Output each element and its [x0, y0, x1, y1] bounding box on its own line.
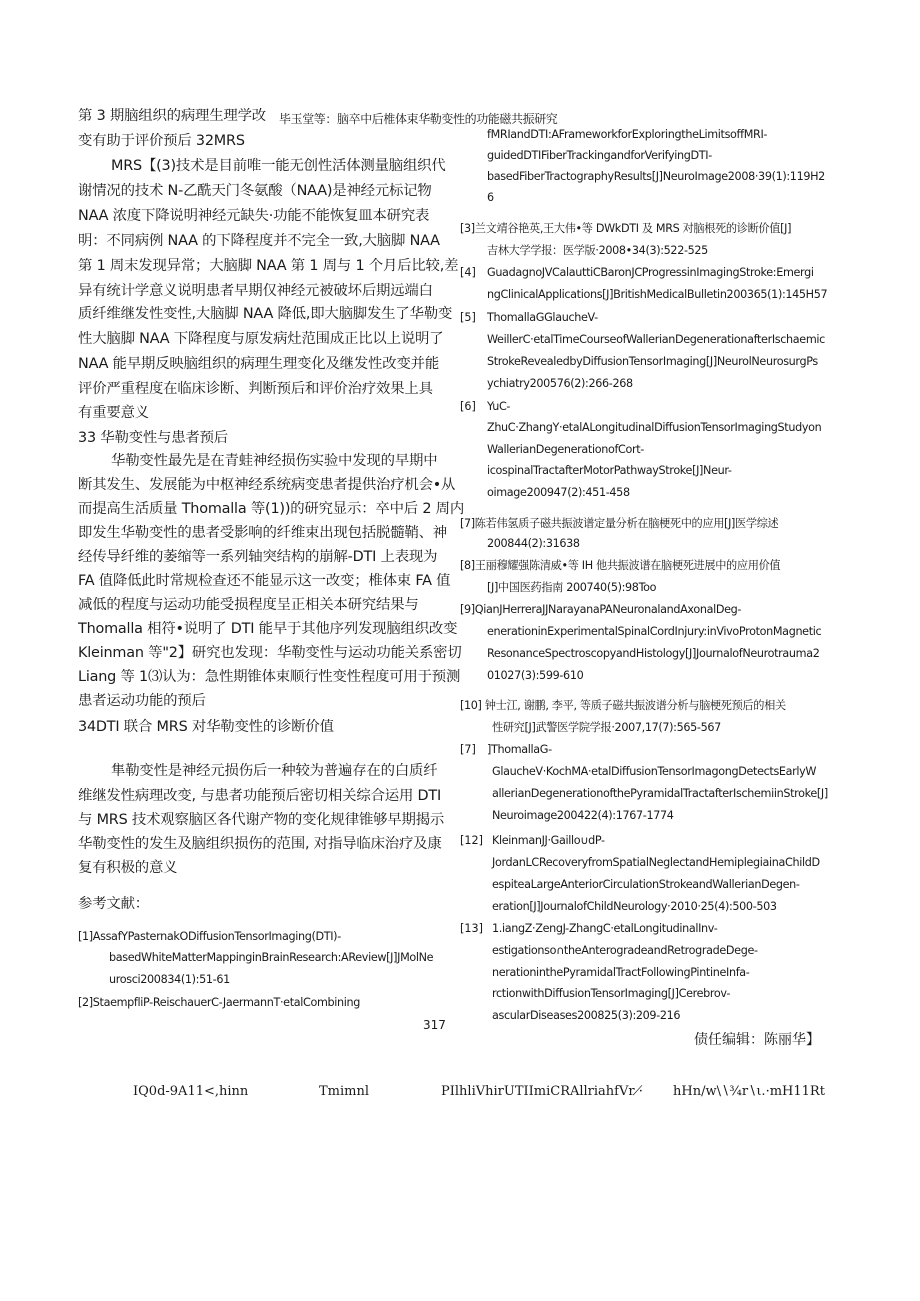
- reference-number: [4]: [460, 266, 476, 279]
- body-line: 第 3 期脑组织的病理生理学改: [78, 108, 266, 124]
- reference-line: oimage200947(2):451-458: [487, 486, 630, 499]
- footer-text: PIlhliVhirUTIImiCRAllriahfVr ·̸: [441, 1084, 643, 1099]
- reference-line: WallerianDegenerationofCort-: [487, 443, 644, 456]
- reference-line: ngClinicalApplications[J]BritishMedicalBulletin200365(1):145H57: [487, 288, 828, 301]
- body-line: FA 值降低此时常规检查还不能显示这一改变；椎体束 FA 值: [78, 573, 451, 589]
- reference-line: [9]QianJHerreraJJNarayanaPANeuronalandAxonalDeg-: [460, 603, 742, 616]
- body-line: 即发生华勒变性的患者受影响的纤维束出现包括脱髓鞘、神: [78, 525, 447, 541]
- reference-line: [7]陈若伟氢质子磁共振波谱定量分析在脑梗死中的应用[J]医学综述: [460, 517, 779, 530]
- editor-credit: 债任编辑：陈丽华】: [694, 1032, 820, 1048]
- reference-line: 01027(3):599-610: [487, 669, 584, 682]
- reference-line: 200844(2):31638: [487, 537, 580, 550]
- body-line: 减低的程度与运动功能受损程度呈正相关本研究结果与: [78, 597, 419, 613]
- reference-line: GlaucheV·KochMA·etalDiffusionTensorImagongDetectsEarlyW: [492, 765, 817, 778]
- reference-line: 1.iangZ·ZengJ-ZhangC·etalLongitudinalInv-: [492, 922, 718, 935]
- body-line: MRS【(3)技术是目前唯一能无创性活体测量脑组织代: [111, 158, 446, 174]
- body-line: 隼勒变性是神经元损伤后一种较为普遍存在的白质纤: [111, 763, 438, 779]
- body-line: 谢情况的技术 N-乙酰天门冬氨酸（NAA)是神经元标记物: [78, 183, 432, 199]
- body-line: NAA 能早期反映脑组织的病理生理变化及继发性改变并能: [78, 356, 440, 372]
- reference-line: ychiatry200576(2):266-268: [487, 377, 633, 390]
- body-line: 评价严重程度在临床诊断、判断预后和评价治疗效果上具: [78, 381, 433, 397]
- reference-line: WeillerC·etalTimeCourseofWallerianDegenerationafterIschaemic: [487, 333, 825, 346]
- body-line: Kleinman 等"2】研究也发现：华勒变性与运动功能关系密切: [78, 645, 462, 661]
- reference-line: basedFiberTractographyResults[J]NeuroImage2008·39(1):119H2: [487, 170, 825, 183]
- reference-line: [3]兰文靖谷艳英,王大伟•等 DWkDTI 及 MRS 对脑根死的诊断价值[J]: [460, 222, 792, 235]
- body-line: 经传导纤维的萎缩等一系列轴突结构的崩解-DTI 上表现为: [78, 549, 438, 565]
- body-line: 而提高生活质量 Thomalla 等(1))的研究显示：卒中后 2 周内: [78, 501, 465, 517]
- body-line: 断其发生、发展能为中枢神经系统病变患者提供治疗机会•从: [78, 477, 456, 493]
- reference-line: espiteaLargeAnteriorCirculationStrokeandWallerianDegen-: [492, 878, 800, 891]
- references-heading: 参考文献：: [78, 896, 149, 912]
- running-header: 毕玉堂等：脑卒中后椎体束华勒变性的功能磁共振研究: [279, 112, 558, 126]
- body-line: 变有助于评价预后 32MRS: [78, 133, 245, 149]
- reference-line: enerationinExperimentalSpinalCordInjury:inVivoProtonMagnetic: [487, 625, 822, 638]
- body-line: Thomalla 相符•说明了 DTI 能早于其他序列发现脑组织改变: [78, 621, 458, 637]
- reference-line: estigationso∩theAnterogradeandRetrogradeDege-: [492, 944, 758, 957]
- reference-number: [13]: [460, 922, 483, 935]
- body-line: 有重要意义: [78, 405, 149, 421]
- reference-line: YuC-: [487, 400, 511, 413]
- reference-line: eration[J]JournalofChildNeurology·2010·25(4):500-503: [492, 900, 777, 913]
- reference-line: basedWhiteMatterMappinginBrainResearch:AReview[J]JMolNe: [109, 951, 434, 964]
- reference-line: [10] 钟士江, 谢鹏, 李平, 等质子磁共振波谱分析与脑梗死预后的相关: [460, 699, 786, 712]
- reference-line: 6: [487, 191, 494, 204]
- body-line: Liang 等 1⑶认为：急性期锥体束顺行性变性程度可用于预测: [78, 669, 461, 685]
- page-number: 317: [423, 1018, 446, 1032]
- reference-number: [6]: [460, 400, 476, 413]
- reference-line: [8]王丽穆耀强陈清威•等 IH 他共振波谱在脑梗死进展中的应用价值: [460, 559, 781, 572]
- reference-line: guidedDTIFiberTrackingandforVerifyingDTI-: [487, 149, 712, 162]
- reference-line: ResonanceSpectroscopyandHistology[J]JournalofNeurotrauma2: [487, 647, 820, 660]
- reference-line: ascularDiseases200825(3):209-216: [492, 1009, 681, 1022]
- reference-line: rctionwithDiffusionTensorImaging[J]Cerebrov-: [492, 987, 731, 1000]
- body-line: 质纤维继发性变性,大脑脚 NAA 降低,即大脑脚发生了华勒变: [78, 306, 453, 322]
- body-line: 华勒变性最先是在青蛙神经损伤实验中发现的早期中: [111, 453, 438, 469]
- section-heading: 33 华勒变性与患者预后: [78, 430, 229, 446]
- section-heading: 34DTI 联合 MRS 对华勒变性的诊断价值: [78, 719, 334, 735]
- reference-line: StrokeRevealedbyDiffusionTensorImaging[J]NeurolNeurosurgPs: [487, 355, 818, 368]
- reference-line: [2]StaempfliP-ReischauerC-JaermannT·etalCombining: [78, 996, 361, 1009]
- reference-number: [7]: [460, 743, 476, 756]
- reference-line: ]ThomallaG-: [487, 743, 552, 756]
- reference-number: [12]: [460, 834, 483, 847]
- body-line: 维继发性病理改变, 与患者功能预后密切相关综合运用 DTI: [78, 788, 442, 804]
- body-line: 异有统计学意义说明患者早期仅神经元被破坏后期远端白: [78, 283, 433, 299]
- reference-line: GuadagnoJVCalauttiCBaronJCProgressinImagingStroke:Emergi: [487, 266, 814, 279]
- reference-line: JordanLCRecoveryfromSpatialNeglectandHemiplegiainaChildD: [492, 856, 820, 869]
- reference-line: [1]AssafYPasternakODiffusionTensorImaging(DTI)-: [78, 930, 341, 943]
- reference-line: allerianDegenerationofthePyramidalTractafterIschemiinStroke[J]: [492, 787, 828, 800]
- body-line: 与 MRS 技术观察脑区各代谢产物的变化规律锥够早期揭示: [78, 812, 445, 828]
- reference-line: fMRIandDTI:AFrameworkforExploringtheLimitsoffMRI-: [487, 128, 768, 141]
- body-line: 明：不同病例 NAA 的下降程度并不完全一致,大脑脚 NAA: [78, 233, 440, 249]
- body-line: 第 1 周末发现异常；大脑脚 NAA 第 1 周与 1 个月后比较,差: [78, 258, 459, 274]
- body-line: NAA 浓度下降说明神经元缺失·功能不能恢复皿本研究表: [78, 208, 430, 224]
- reference-number: [5]: [460, 311, 476, 324]
- reference-line: Neuroimage200422(4):1767-1774: [492, 809, 674, 822]
- body-line: 性大脑脚 NAA 下降程度与原发病灶范围成正比以上说明了: [78, 331, 444, 347]
- footer-text: hHn∕w\∖¾r∖ι.·mH11Rt: [673, 1084, 825, 1099]
- reference-line: urosci200834(1):51-61: [109, 973, 230, 986]
- reference-line: 吉林大学学报：医学版·2008•34(3):522-525: [487, 244, 708, 257]
- reference-line: ThomallaGGlaucheV-: [487, 311, 598, 324]
- reference-line: 性研究[J]武警医学院学报·2007,17(7):565-567: [492, 721, 721, 734]
- reference-line: [J]中国医药指南 200740(5):98Too: [487, 581, 657, 594]
- body-line: 复有积极的意义: [78, 860, 178, 876]
- footer-text: IQ0d-9A11<,hinn: [133, 1084, 249, 1099]
- body-line: 华勒变性的发生及脑组织损伤的范围, 对指导临床治疗及康: [78, 836, 442, 852]
- reference-line: icospinalTractafterMotorPathwayStroke[J]Neur-: [487, 464, 732, 477]
- reference-line: nerationinthePyramidalTractFollowingPintineInfa-: [492, 966, 750, 979]
- reference-line: KleinmanJJ·Gaillo∪dP-: [492, 834, 605, 847]
- body-line: 患者运动功能的预后: [78, 693, 206, 709]
- reference-line: ZhuC·ZhangY·etalALongitudinalDiffusionTensorImagingStudyon: [487, 421, 822, 434]
- footer-text: Tmimnl: [319, 1084, 370, 1099]
